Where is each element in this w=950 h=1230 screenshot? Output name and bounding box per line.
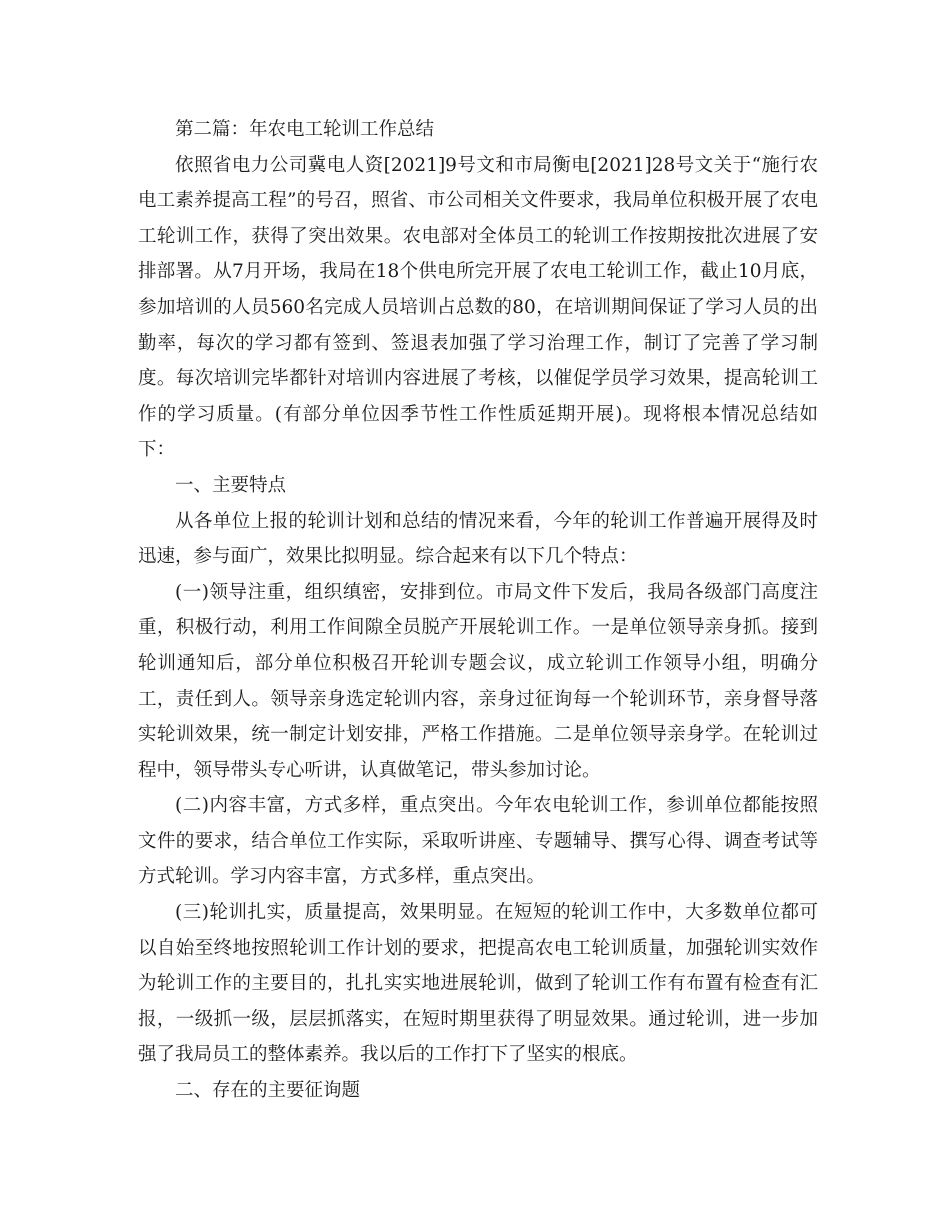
feature-two-paragraph: (二)内容丰富，方式多样，重点突出。今年农电轮训工作，参训单位都能按照文件的要求，结合单位工作实际，采取听讲座、专题辅导、撰写心得、调查考试等方式轮训。学习内容丰富，方式多样，重点突出。 [138, 795, 818, 888]
feature-one-paragraph: (一)领导注重，组织缜密，安排到位。市局文件下发后，我局各级部门高度注重，积极行动，利用工作间隙全员脱产开展轮训工作。一是单位领导亲身抓。接到轮训通知后，部分单位积极召开轮训专题会议，成立轮训工作领导小组，明确分工，责任到人。领导亲身选定轮训内容，亲身过征询每一个轮训环节，亲身督导落实轮训效果，统一制定计划安排，严格工作措施。二是单位领导亲身学。在轮训过程中，领导带头专心听讲，认真做笔记，带头参加讨论。 [138, 581, 818, 781]
section-heading-main-features: 一、主要特点 [175, 474, 287, 496]
feature-three-paragraph: (三)轮训扎实，质量提高，效果明显。在短短的轮训工作中，大多数单位都可以自始至终地按照轮训工作计划的要求，把提高农电工轮训质量，加强轮训实效作为轮训工作的主要目的，扎扎实实地进展轮训，做到了轮训工作有布置有检查有汇报，一级抓一级，层层抓落实，在短时期里获得了明显效果。通过轮训，进一步加强了我局员工的整体素养。我以后的工作打下了坚实的根底。 [138, 902, 818, 1066]
document-title: 第二篇：年农电工轮训工作总结 [175, 119, 435, 140]
features-summary-paragraph: 从各单位上报的轮训计划和总结的情况来看，今年的轮训工作普遍开展得及时迅速，参与面广，效果比拟明显。综合起来有以下几个特点： [138, 510, 818, 568]
section-heading-problems: 二、存在的主要征询题 [175, 1080, 361, 1102]
intro-paragraph: 依照省电力公司冀电人资[2021]9号文和市局衡电[2021]28号文关于“施行农电工素养提高工程”的号召，照省、市公司相关文件要求，我局单位积极开展了农电工轮训工作，获得了突出效果。农电部对全体员工的轮训工作按期按批次进展了安排部署。从7月开场，我局在18个供电所完开展了农电工轮训工作，截止10月底，参加培训的人员560名完成人员培训占总数的80，在培训期间保证了学习人员的出勤率，每次的学习都有签到、签退表加强了学习治理工作，制订了完善了学习制度。每次培训完毕都针对培训内容进展了考核，以催促学员学习效果，提高轮训工作的学习质量。(有部分单位因季节性工作性质延期开展)。现将根本情况总结如下： [138, 154, 818, 461]
document-body [138, 112, 818, 1109]
